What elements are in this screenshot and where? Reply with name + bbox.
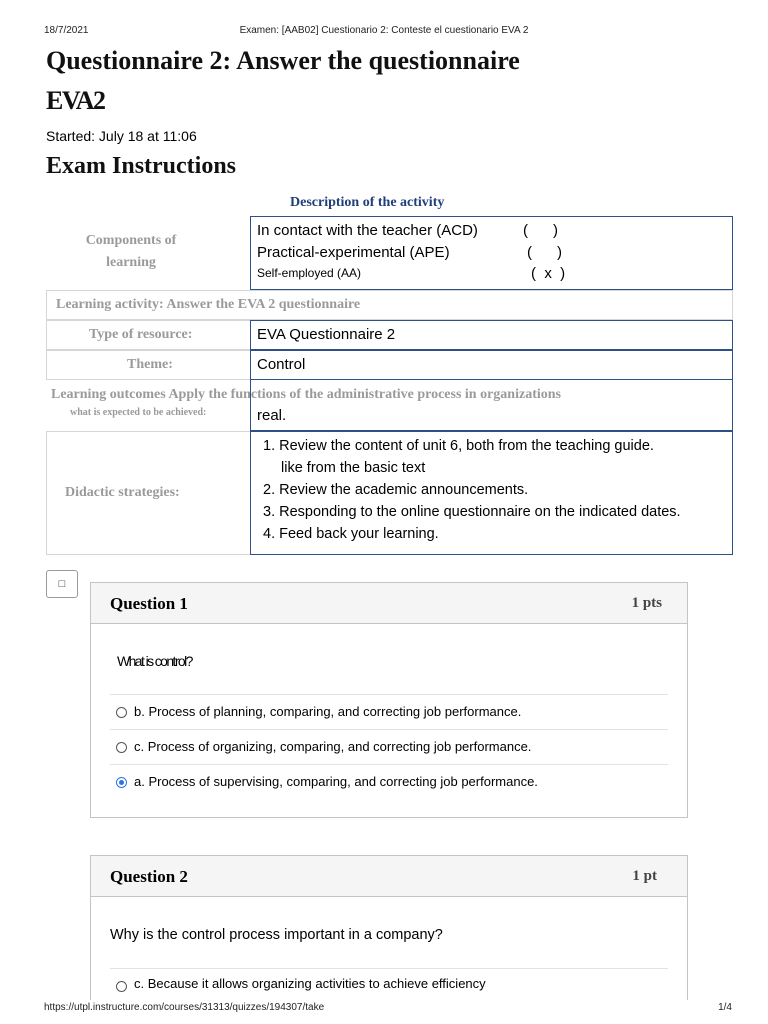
answer-option[interactable] [110, 764, 668, 799]
component-row [257, 244, 450, 261]
strategies-label: Didactic strategies: [65, 485, 180, 500]
strategies-label-cell [46, 431, 251, 555]
resource-value-cell [250, 320, 733, 350]
strategy-item: like from the basic text [281, 460, 426, 476]
print-header-title: Examen: [AAB02] Cuestionario 2: Conteste el cuestionario EVA 2 [239, 25, 529, 36]
print-footer-url: https://utpl.instructure.com/courses/31313/quizzes/194307/take [44, 1002, 325, 1013]
question-title: Question 1 [110, 594, 188, 613]
component-mark: ( ) [523, 222, 558, 239]
answer-text: c. Process of organizing, comparing, and correcting job performance. [134, 739, 532, 754]
radio-button[interactable] [116, 742, 127, 753]
outcomes-sublabel: what is expected to be achieved: [70, 407, 207, 418]
question-points: 1 pts [631, 595, 662, 611]
activity-label-cell [46, 290, 733, 320]
components-value-cell [250, 216, 733, 290]
component-mark: ( ) [527, 244, 562, 261]
question-text: What is control? [117, 653, 192, 669]
component-row [257, 266, 361, 280]
flag-question-button[interactable]: □ [46, 570, 78, 598]
question-title: Question 2 [110, 867, 188, 886]
strategy-item: 2. Review the academic announcements. [263, 482, 529, 498]
answer-text: a. Process of supervising, comparing, and correcting job performance. [134, 774, 538, 789]
strategy-item: 1. Review the content of unit 6, both from the teaching guide. [263, 438, 654, 454]
theme-value-cell [250, 350, 733, 380]
question-text: Why is the control process important in a company? [110, 927, 443, 943]
component-name: In contact with the teacher (ACD) [257, 222, 478, 239]
question-header [91, 856, 687, 897]
theme-label-cell [46, 350, 251, 380]
question-card-2 [90, 855, 688, 1000]
answer-text: b. Process of planning, comparing, and correcting job performance. [134, 704, 522, 719]
radio-button[interactable] [116, 707, 127, 718]
description-heading: Description of the activity [290, 195, 445, 210]
question-header [91, 583, 687, 624]
resource-value: EVA Questionnaire 2 [257, 326, 396, 343]
print-footer-page: 1/4 [718, 1002, 732, 1013]
exam-instructions-heading: Exam Instructions [46, 153, 237, 179]
resource-label-cell [46, 320, 251, 350]
page-title-continued: EVA2 [46, 86, 105, 115]
strategy-item: 3. Responding to the online questionnaire on the indicated dates. [263, 504, 681, 520]
theme-value: Control [257, 356, 306, 373]
answer-option[interactable] [110, 694, 668, 729]
answer-option[interactable] [110, 729, 668, 764]
radio-button-selected[interactable] [116, 777, 127, 788]
answer-option[interactable] [110, 968, 668, 1003]
page-title: Questionnaire 2: Answer the questionnaire [46, 46, 520, 75]
component-mark: ( x ) [531, 265, 566, 282]
radio-button[interactable] [116, 981, 127, 992]
strategies-value-cell [250, 431, 733, 555]
outcomes-value: real. [257, 407, 287, 424]
print-header-date: 18/7/2021 [44, 25, 89, 36]
component-row [257, 222, 478, 239]
question-card-1 [90, 582, 688, 818]
components-label-cell [46, 216, 251, 289]
started-timestamp: Started: July 18 at 11:06 [46, 128, 197, 144]
theme-label: Theme: [127, 357, 173, 372]
component-name: Self-employed (AA) [257, 266, 362, 280]
component-name: Practical-experimental (APE) [257, 244, 450, 261]
answer-text: c. Because it allows organizing activities to achieve efficiency [134, 976, 486, 991]
strategy-item: 4. Feed back your learning. [263, 526, 439, 542]
activity-label: Learning activity: Answer the EVA 2 questionnaire [56, 297, 361, 312]
question-points: 1 pt [632, 868, 657, 884]
components-label: Components of learning [85, 233, 177, 270]
outcomes-value-cell [250, 380, 733, 431]
outcomes-label: Learning outcomes Apply the functions of the administrative process in organizations [51, 387, 561, 402]
resource-label: Type of resource: [89, 327, 193, 342]
